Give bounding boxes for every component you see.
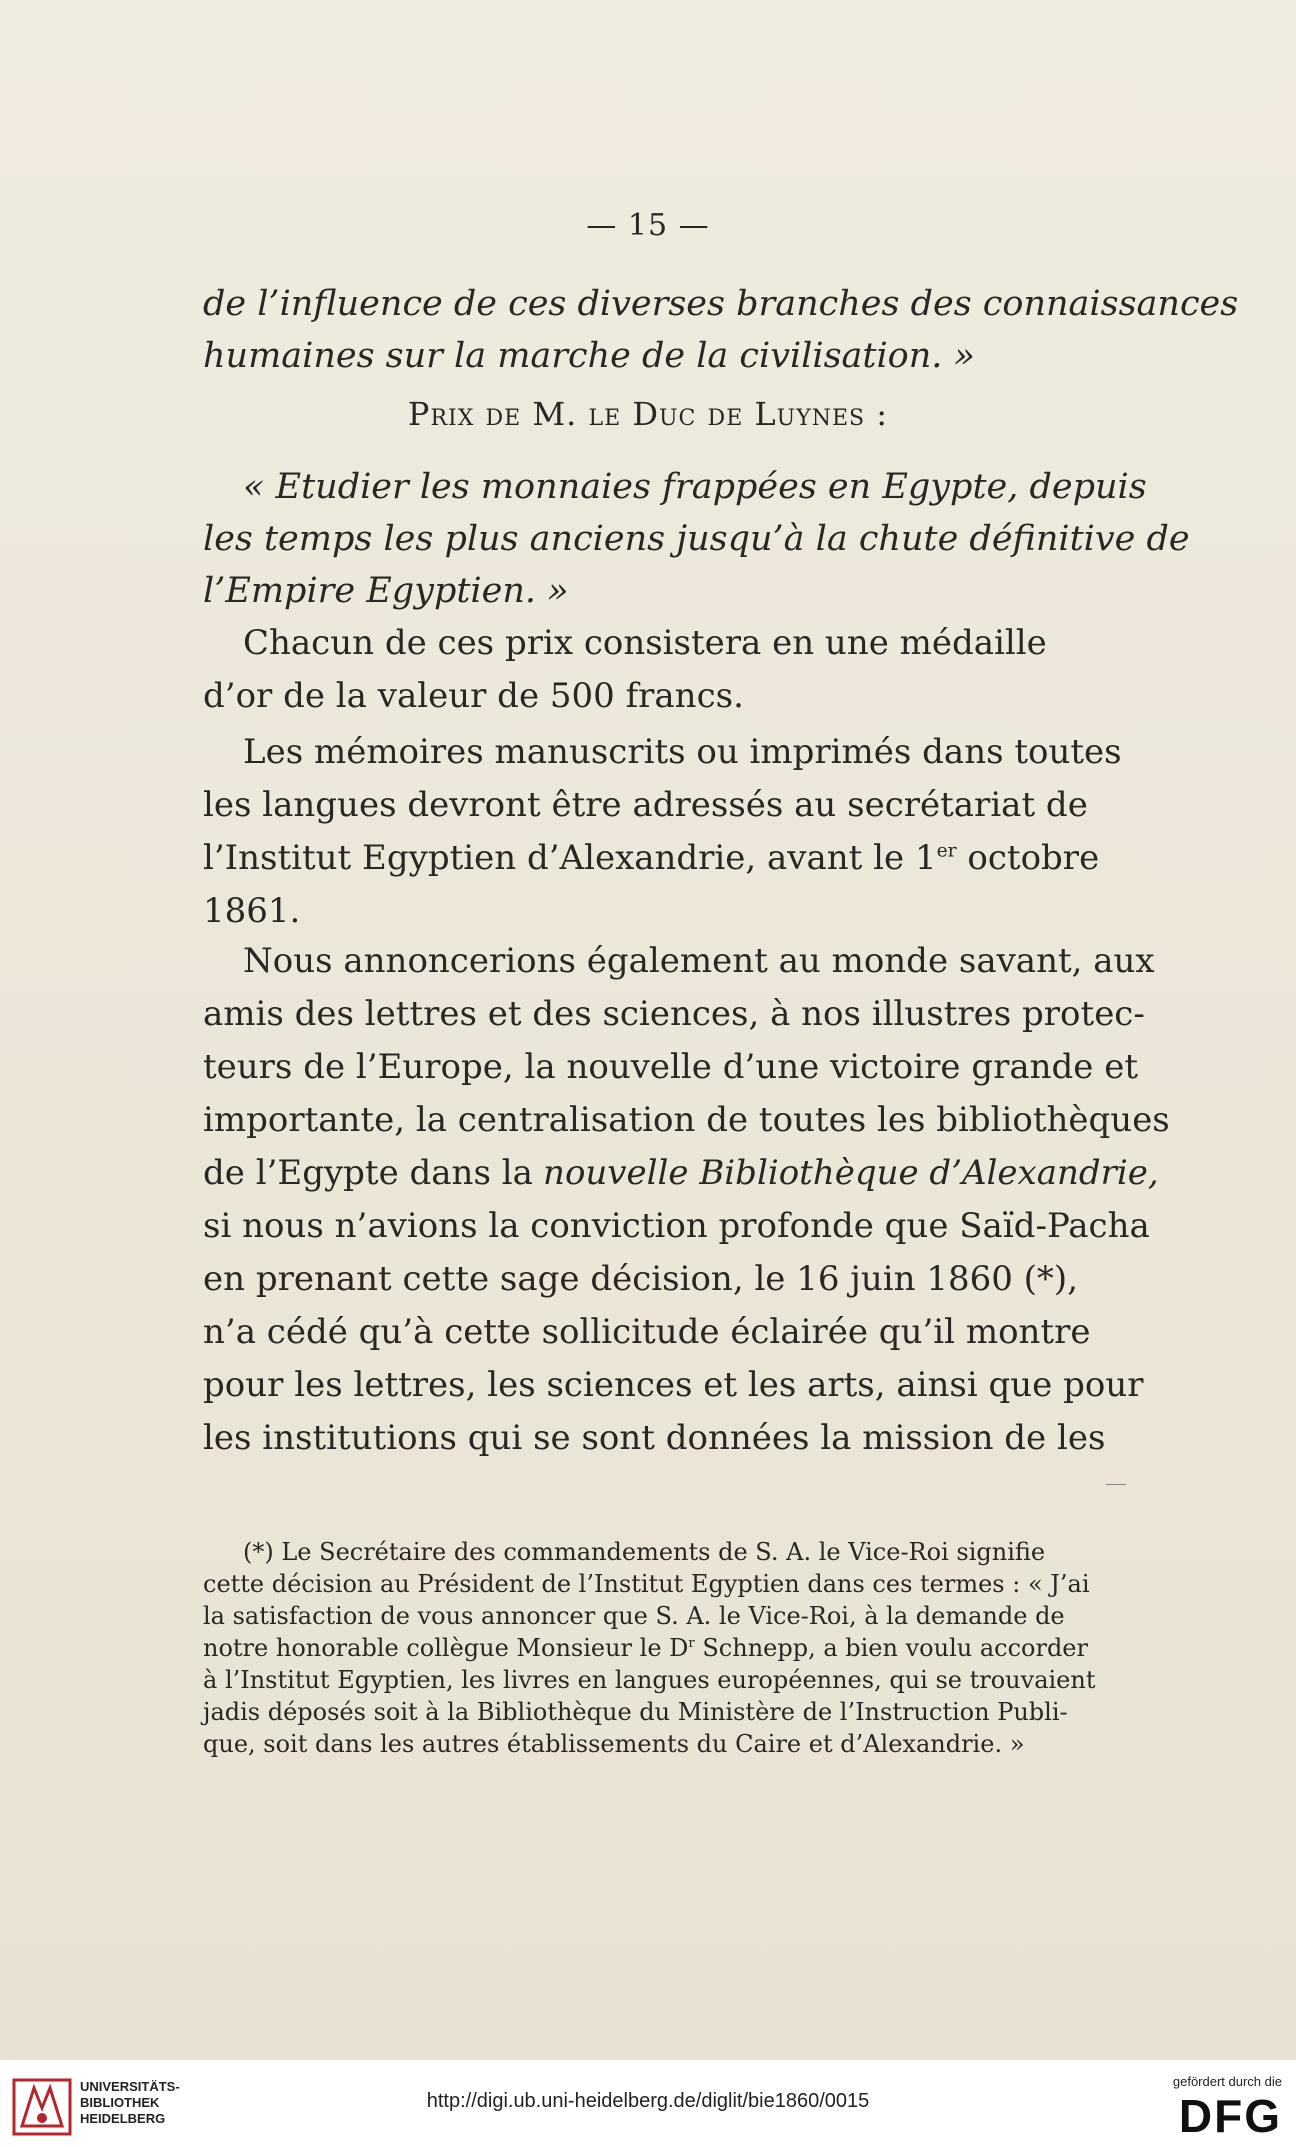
text-line: de l’influence de ces diverses branches des connaissances (203, 284, 1239, 324)
text-line: de l’Egypte dans la nouvelle Bibliothèque d’Alexandrie, (203, 1147, 1096, 1200)
paragraph-submission (203, 726, 1122, 938)
viewer-footer (0, 2060, 1296, 2147)
text-line: humaines sur la marche de la civilisation. » (203, 336, 975, 376)
prize-quote (203, 461, 1190, 617)
intro-paragraph (203, 278, 1239, 382)
text-line: l’Institut Egyptien d’Alexandrie, avant le 1er octobre (203, 838, 1100, 878)
text-line: l’Empire Egyptien. » (203, 571, 569, 611)
prize-heading: Prix de M. le Duc de Luynes : (407, 395, 889, 433)
text-line: d’or de la valeur de 500 francs. (203, 676, 744, 716)
footnote (203, 1536, 1096, 1760)
text-line: importante, la centralisation de toutes les bibliothèques (203, 1100, 1170, 1140)
paragraph-prize-value (203, 617, 1096, 723)
text-line: Nous annoncerions également au monde savant, aux (243, 941, 1155, 981)
text-line: les langues devront être adressés au secrétariat de (203, 785, 1088, 825)
text-line: pour les lettres, les sciences et les arts, ainsi que pour (203, 1365, 1144, 1405)
italic-title: nouvelle Bibliothèque d’Alexandrie, (543, 1153, 1159, 1193)
text-line: Chacun de ces prix consistera en une médaille (243, 623, 1047, 663)
paragraph-library (203, 935, 1170, 1465)
text-line: les temps les plus anciens jusqu’à la chute définitive de (203, 519, 1190, 559)
text-line: si nous n’avions la conviction profonde que Saïd-Pacha (203, 1206, 1150, 1246)
text-line: (*) Le Secrétaire des commandements de S. A. le Vice-Roi signifie (243, 1538, 1046, 1566)
text-line: jadis déposés soit à la Bibliothèque du Ministère de l’Instruction Publi- (203, 1698, 1068, 1726)
superscript: r (688, 1636, 695, 1651)
text-line: la satisfaction de vous annoncer que S. A. le Vice-Roi, à la demande de (203, 1602, 1065, 1630)
text-line: cette décision au Président de l’Institut Egyptien dans ces termes : « J’ai (203, 1570, 1090, 1598)
permalink-url[interactable]: http://digi.ub.uni-heidelberg.de/diglit/bie1860/0015 (426, 2090, 870, 2112)
text-line: les institutions qui se sont données la mission de les (203, 1418, 1106, 1458)
text-line: amis des lettres et des sciences, à nos illustres protec- (203, 994, 1145, 1034)
text-line: Les mémoires manuscrits ou imprimés dans toutes (243, 732, 1122, 772)
superscript: er (936, 840, 957, 862)
text-line: à l’Institut Egyptien, les livres en langues européennes, qui se trouvaient (203, 1666, 1096, 1694)
text-line: n’a cédé qu’à cette sollicitude éclairée qu’il montre (203, 1312, 1091, 1352)
library-name: UNIVERSITÄTS- BIBLIOTHEK HEIDELBERG (80, 2079, 180, 2126)
funded-by-label: gefördert durch die (1172, 2074, 1282, 2089)
text-line: que, soit dans les autres établissements du Caire et d’Alexandrie. » (203, 1730, 1025, 1758)
text-line: en prenant cette sage décision, le 16 juin 1860 (*), (203, 1259, 1079, 1299)
text-line: « Etudier les monnaies frappées en Egypte, depuis (243, 467, 1147, 507)
text-line: 1861. (203, 891, 301, 931)
text-line: teurs de l’Europe, la nouvelle d’une victoire grande et (203, 1047, 1138, 1087)
footnote-divider (1106, 1484, 1126, 1485)
dfg-logo: DFG (1178, 2090, 1282, 2142)
text-line: notre honorable collègue Monsieur le $D^r$ Schnepp, a bien voulu accorder (203, 1634, 1088, 1662)
page-number: — 15 — (586, 208, 710, 243)
